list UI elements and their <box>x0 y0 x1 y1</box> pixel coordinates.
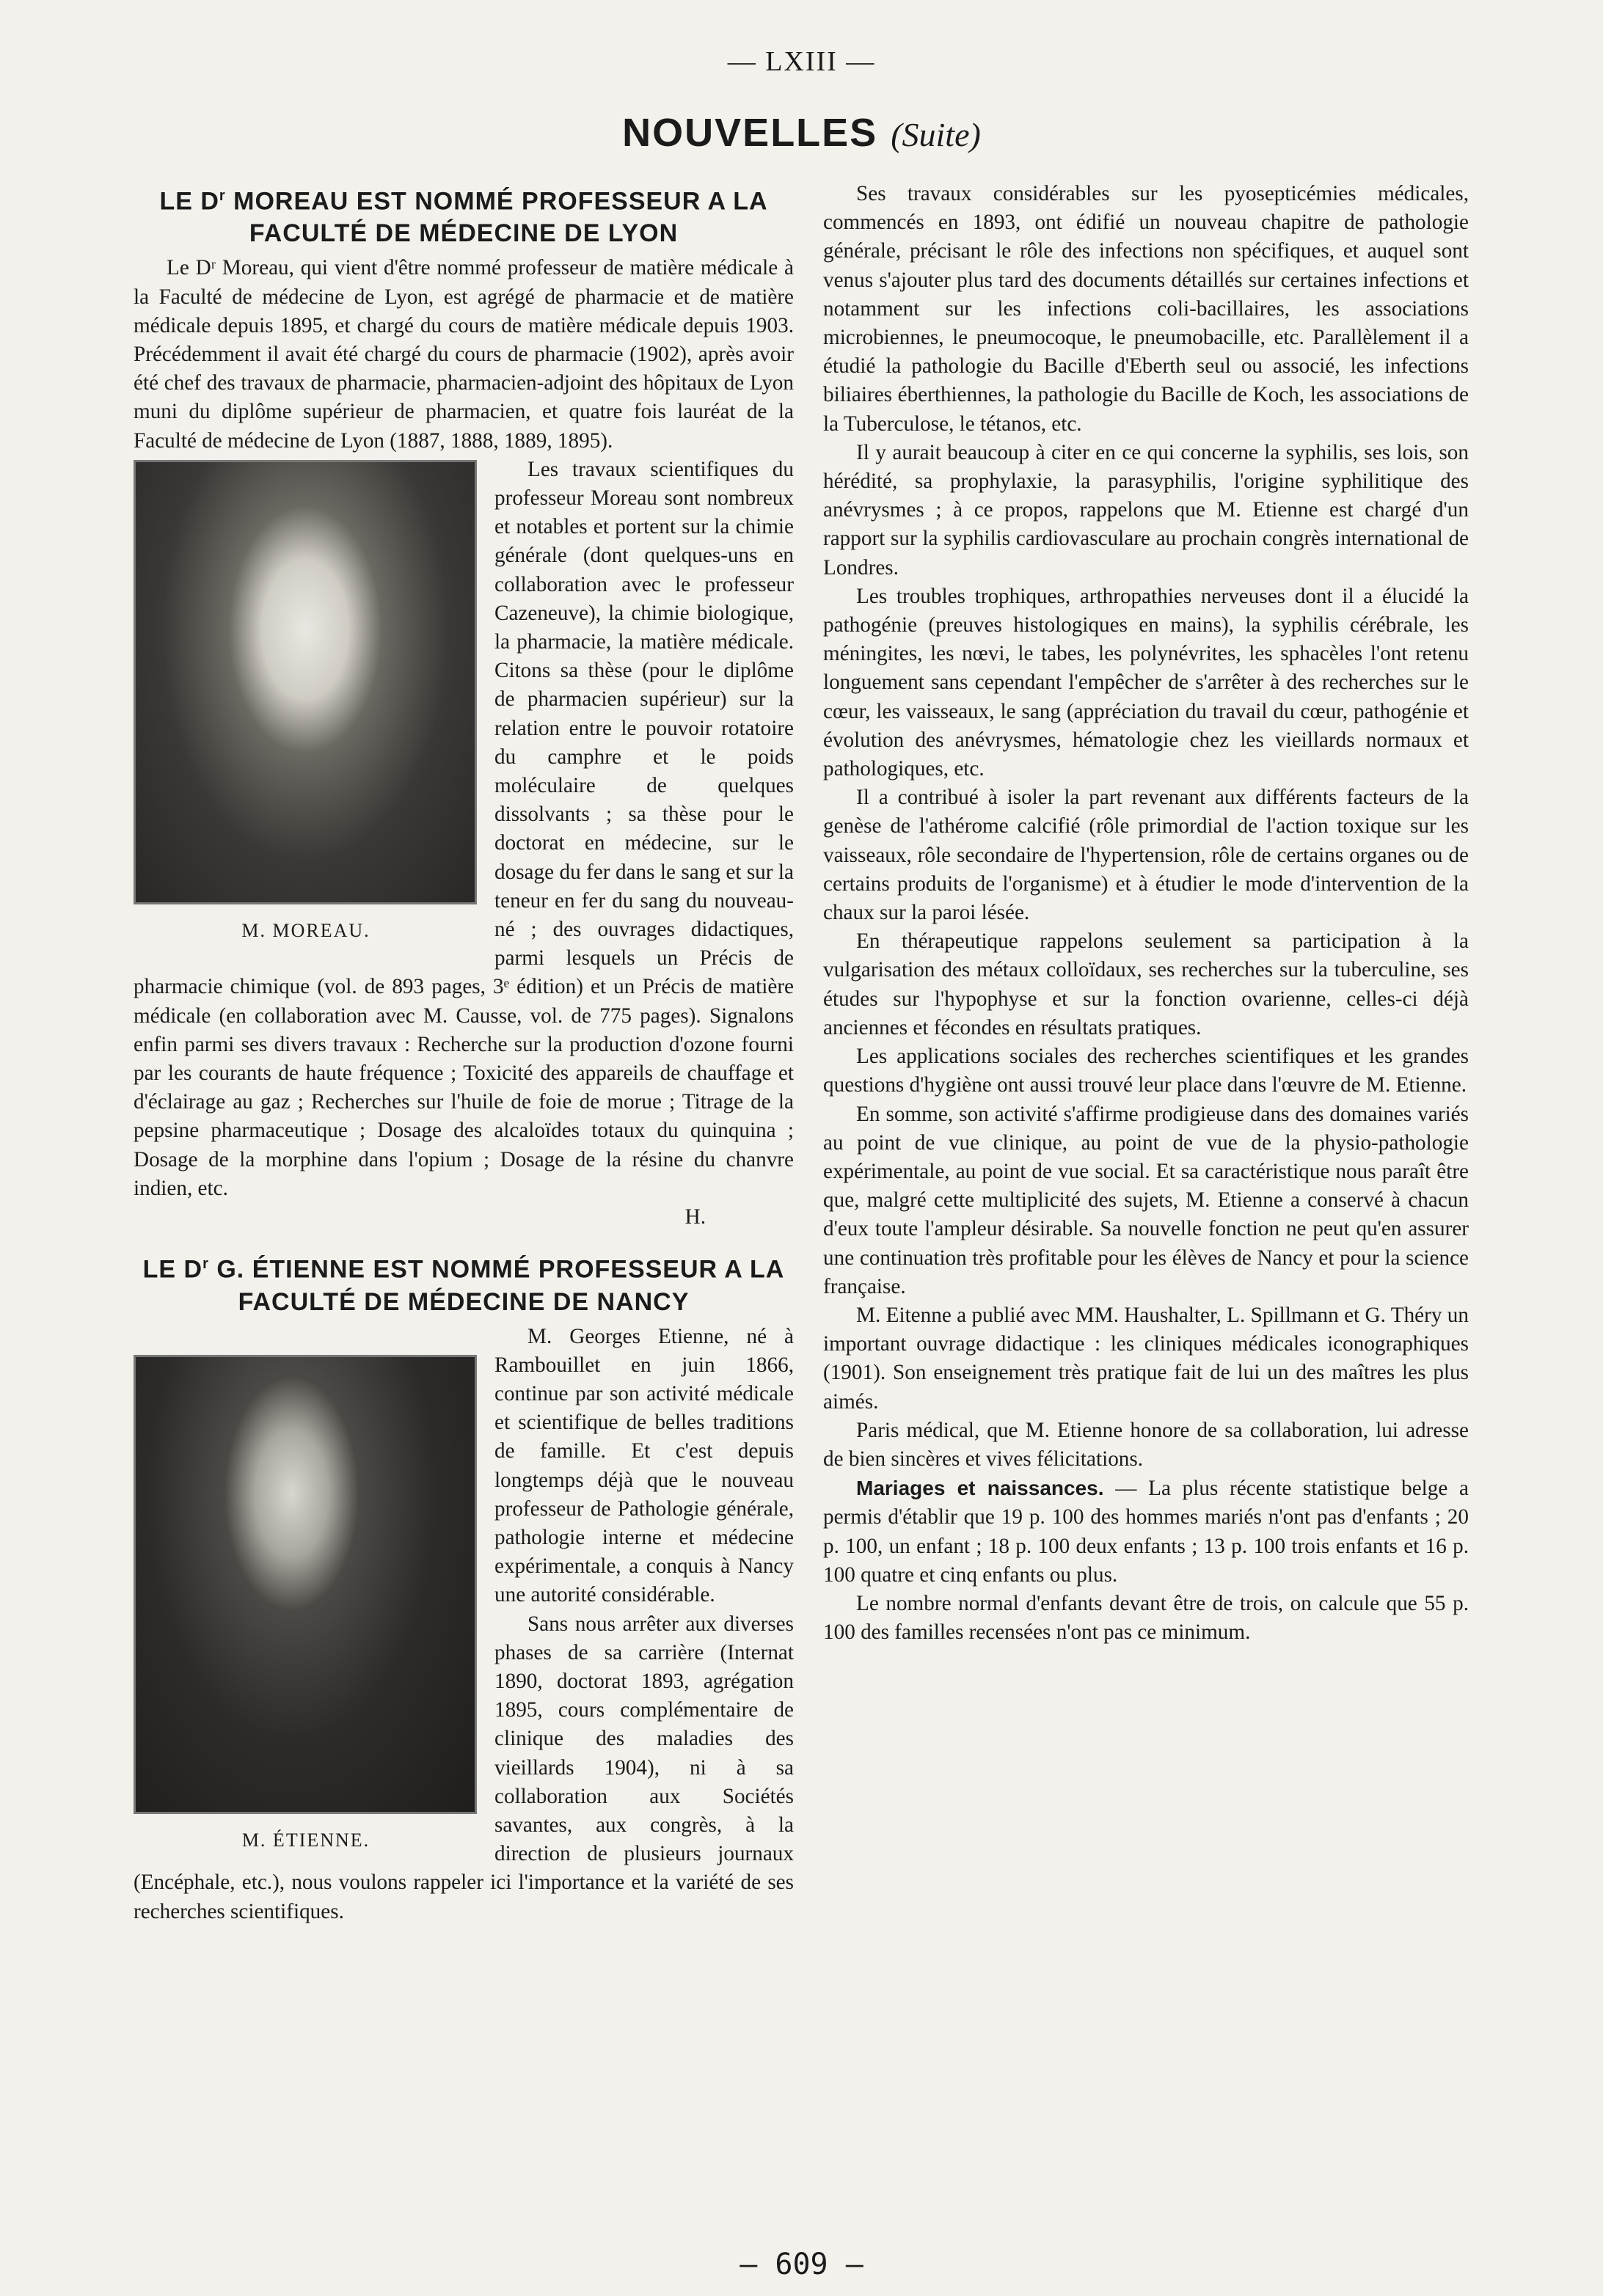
photo-figure-moreau <box>134 460 478 945</box>
article-etienne-paragraph: Il a contribué à isoler la part revenant aux différents facteurs de la genèse de l'athérome calcifié (rôle primordial de l'action toxique sur les vaisseaux, rôle secondaire de l'hypertension, rôle de certains organes ou de certains produits de l'organisme) et à étudier le mode d'intervention de la chaux sur la paroi lésée. <box>823 786 1469 925</box>
headline-part: G. ÉTIENNE EST NOMMÉ PROFESSEUR A LA FACULTÉ DE MÉDECINE DE NANCY <box>208 1255 785 1316</box>
photo-figure-etienne <box>134 1355 478 1854</box>
article-etienne-paragraph: En thérapeutique rappelons seulement sa participation à la vulgarisation des métaux colloïdaux, ses recherches sur la tuberculine, ses études sur l'hypophyse et sur la fonction ovarienne, celles-ci déjà anciennes et fécondes en résultats pratiques. <box>823 929 1469 1039</box>
headline-sup: r <box>219 188 226 204</box>
section-title-main: NOUVELLES <box>622 111 878 155</box>
article-moreau-paragraph: Le Dʳ Moreau, qui vient d'être nommé professeur de matière médicale à la Faculté de médecine de Lyon, est agrégé de pharmacie et de matière médicale depuis 1895, et chargé du cours de matière médicale depuis 1903. Précédemment il avait été chargé du cours de pharmacie (1902), après avoir été chef des travaux de pharmacie, pharmacien-adjoint des hôpitaux de Lyon muni du diplôme supérieur de pharmacien, et quatre fois lauréat de la Faculté de médecine de Lyon (1887, 1888, 1889, 1895). <box>134 256 794 453</box>
headline-sup: r <box>202 1256 209 1273</box>
article-mariages-paragraph <box>823 1474 1469 1590</box>
article-etienne-headline <box>134 1248 794 1317</box>
headline-part: LE D <box>159 187 219 216</box>
page-number: — 609 — <box>740 2248 863 2281</box>
article-etienne-paragraph: En somme, son activité s'affirme prodigieuse dans des domaines variés au point de vue clinique, au point de vue de la physio-pathologie expérimentale, au point de vue social. Et sa caractéristique nous paraît être que, malgré cette multiplicité des sujets, M. Etienne a conservé à chacun d'eux toute l'ampleur désirable. Sa nouvelle fonction ne peut qu'en assurer une continuation très profitable pour les élèves de Nancy et pour la science française. <box>823 1102 1469 1298</box>
photo-caption-moreau: M. MOREAU. <box>241 919 370 941</box>
headline-part: LE D <box>142 1255 203 1284</box>
section-title-suite: (Suite) <box>891 116 981 153</box>
article-moreau-signature: H. <box>684 1205 706 1229</box>
portrait-moreau-image <box>134 460 477 904</box>
article-mariages-text: — La plus récente statistique belge a permis d'établir que 19 p. 100 des hommes mariés n'ont pas d'enfants ; 20 p. 100, un enfant ; 18 p. 100 deux enfants ; 13 p. 100 trois enfants et 16 p. 100 quatre et cinq enfants ou plus. <box>823 1477 1469 1587</box>
right-column <box>823 180 1469 1647</box>
article-etienne-paragraph: M. Georges Etienne, né à Rambouillet en juin 1866, continue par son activité médicale et scientifique de belles traditions de famille. Et c'est depuis longtemps déjà que le nouveau professeur de Pathologie générale, pathologie interne et médecine expérimentale, a conquis à Nancy une autorité considérable. <box>494 1324 794 1607</box>
article-etienne-paragraph: Ses travaux considérables sur les pyosepticémies médicales, commencés en 1893, ont édifié un nouveau chapitre de pathologie générale, précisant le rôle des infections non spécifiques, et auquel sont venus s'ajouter plus tard des documents détaillés sur certaines infections et notamment sur les infections coli-bacillaires, les associations microbiennes, le pneumocoque, le pneumobacille, etc. Parallèlement il a étudié la pathologie du Bacille d'Eberth seul ou associé, les infections biliaires éberthiennes, la pathologie du Bacille de Koch, les associations de la Tuberculose, le tétanos, etc. <box>823 182 1469 436</box>
article-etienne-paragraph: Il y aurait beaucoup à citer en ce qui concerne la syphilis, ses lois, son hérédité, sa prophylaxie, la parasyphilis, l'origine syphilitique des anévrysmes ; à ce propos, rappelons que M. Etienne est chargé d'un rapport sur la syphilis cardiovasculare au prochain congrès international de Londres. <box>823 440 1469 580</box>
article-mariages-paragraph: Le nombre normal d'enfants devant être de trois, on calcule que 55 p. 100 des familles recensées n'ont pas ce minimum. <box>823 1591 1469 1645</box>
article-moreau-paragraph: Les travaux scientifiques du professeur Moreau sont nombreux et notables et portent sur la chimie générale (dont quelques-uns en collaboration avec le professeur Cazeneuve), la chimie biologique, la pharmacie, la matière médicale. Citons sa thèse (pour le diplôme de pharmacien supérieur) sur la relation entre le pouvoir rotatoire du camphre et le poids moléculaire de quelques dissolvants ; sa thèse pour le doctorat en médecine, sur le dosage du fer dans le sang et sur la teneur en fer du sang du nouveau-né ; des ouvrages didactiques, parmi lesquels un Précis de pharmacie chimique (vol. de 893 pages, 3ᵉ édition) et un Précis de matière médicale (en collaboration avec M. Causse, vol. de 775 pages). Signalons enfin parmi ses divers travaux : Recherche sur la production d'ozone fourni par les courants de haute fréquence ; Toxicité des appareils de chauffage et d'éclairage au gaz ; Recherches sur l'huile de foie de morue ; Titrage de la pepsine pharmaceutique ; Dosage des alcaloïdes totaux du quinquina ; Dosage de la morphine dans l'opium ; Dosage de la résine du chanvre indien, etc. <box>134 457 794 1200</box>
article-etienne-paragraph: Les troubles trophiques, arthropathies nerveuses dont il a élucidé la pathogénie (preuves histologiques en mains), la syphilis cérébrale, les méningites, les nœvi, le tabes, les polynévrites, les sphacèles l'ont retenu longuement sans cependant l'empêcher de s'arrêter à des recherches sur le cœur, les vaisseaux, le sang (appréciation du travail du cœur, pathogénie et évolution des anévrysmes, hématologie chez les vieillards normaux et pathologiques, etc. <box>823 584 1469 781</box>
photo-caption-etienne: M. ÉTIENNE. <box>241 1829 370 1851</box>
page-roman-numeral: — LXIII — <box>727 46 876 77</box>
left-column <box>134 180 794 1926</box>
article-etienne-paragraph: Les applications sociales des recherches scientifiques et les grandes questions d'hygiène ont aussi trouvé leur place dans l'œuvre de M. Etienne. <box>823 1045 1469 1097</box>
article-etienne-paragraph: M. Eitenne a publié avec MM. Haushalter, L. Spillmann et G. Théry un important ouvrage didactique : les cliniques médicales iconographiques (1901). Son enseignement très pratique fait de lui un des maîtres les plus aimés. <box>823 1303 1469 1414</box>
article-etienne-paragraph: Sans nous arrêter aux diverses phases de sa carrière (Internat 1890, doctorat 1893, agrégation 1895, cours complémentaire de clinique des maladies des vieillards 1904), ni à sa collaboration aux Sociétés savantes, aux congrès, à la direction de plusieurs journaux (Encéphale, etc.), nous voulons rappeler ici l'importance et la variété de ses recherches scientifiques. <box>134 1612 794 1923</box>
section-title <box>0 110 1603 156</box>
article-etienne-paragraph: Paris médical, que M. Etienne honore de sa collaboration, lui adresse de bien sincères et vives félicitations. <box>823 1418 1469 1471</box>
article-mariages-lead: Mariages et naissances. <box>856 1477 1104 1500</box>
headline-part: MOREAU EST NOMMÉ PROFESSEUR A LA FACULTÉ DE MÉDECINE DE LYON <box>225 187 768 248</box>
portrait-etienne-image <box>134 1355 477 1814</box>
article-moreau-headline <box>134 180 794 249</box>
